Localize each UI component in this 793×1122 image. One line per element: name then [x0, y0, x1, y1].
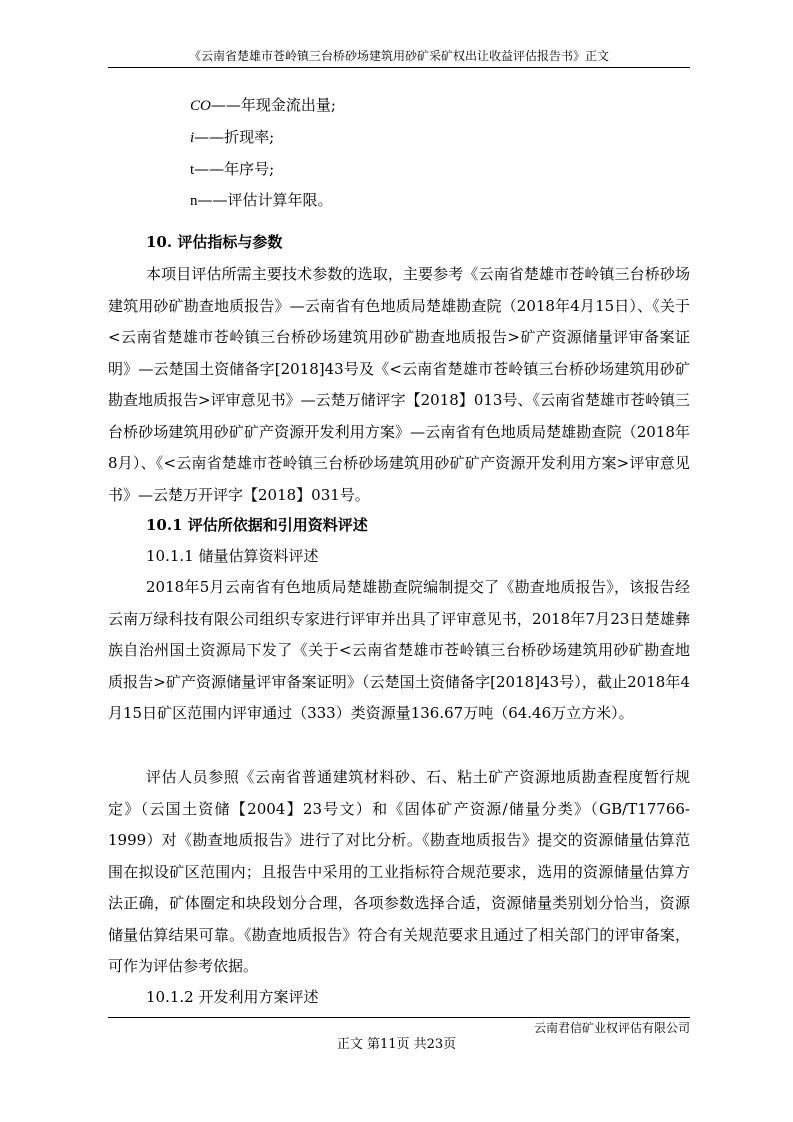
formula-desc: ——评估计算年限。	[197, 191, 333, 209]
section-intro-paragraph: 本项目评估所需主要技术参数的选取，主要参考《云南省楚雄市苍岭镇三台桥砂场建筑用砂矿勘查地质报告》—云南省有色地质局楚雄勘查院（2018年4月15日）、《关于<云南省楚雄市苍岭镇三台桥砂场建筑用砂矿勘查地质报告>矿产资源储量评审备案证明》—云楚国土资储备字[2018]43号及《<云南省楚雄市苍岭镇三台桥砂场建筑用砂矿勘查地质报告>评审意见书》—云楚万储评字【2018】013号、《云南省楚雄市苍岭镇三台桥砂场建筑用砂矿矿产资源开发利用方案》—云南省有色地质局楚雄勘查院（2018年8月）、《<云南省楚雄市苍岭镇三台桥砂场建筑用砂矿矿产资源开发利用方案>评审意见书》—云楚万开评字【2018】031号。	[108, 265, 690, 504]
formula-definition-co	[190, 95, 336, 116]
reserve-estimation-paragraph: 2018年5月云南省有色地质局楚雄勘查院编制提交了《勘查地质报告》，该报告经云南万绿科技有限公司组织专家进行评审并出具了评审意见书，2018年7月23日楚雄彝族自治州国土资源局下发了《关于<云南省楚雄市苍岭镇三台桥砂场建筑用砂矿勘查地质报告>矿产资源储量评审备案证明》（云楚国土资储备字[2018]43号），截止2018年4月15日矿区范围内评审通过（333）类资源量136.67万吨（64.46万立方米）。	[108, 578, 690, 722]
formula-definition-i	[190, 127, 274, 148]
item-heading-development-plan: 10.1.2 开发利用方案评述	[146, 988, 319, 1006]
header-rule	[108, 67, 690, 68]
section-heading: 10. 评估指标与参数	[146, 233, 283, 251]
formula-symbol: CO	[190, 98, 211, 114]
formula-desc: ——折现率;	[194, 128, 275, 146]
formula-desc: ——年序号;	[194, 160, 275, 178]
page-number: 正文 第11页 共23页	[336, 1037, 457, 1052]
formula-symbol: i	[190, 130, 195, 146]
footer-rule	[108, 1017, 690, 1018]
formula-definition-t	[190, 159, 274, 180]
footer-company: 云南君信矿业权评估有限公司	[533, 1021, 690, 1035]
assessment-comparison-paragraph: 评估人员参照《云南省普通建筑材料砂、石、粘土矿产资源地质勘查程度暂行规定》（云国土资储【2004】23号文）和《固体矿产资源/储量分类》（GB/T17766-1999）对《勘查地质报告》进行了对比分析。《勘查地质报告》提交的资源储量估算范围在拟设矿区范围内；且报告中采用的工业指标符合规范要求，选用的资源储量估算方法正确，矿体圈定和块段划分合理，各项参数选择合适，资源储量类别划分恰当，资源储量估算结果可靠。《勘查地质报告》符合有关规范要求且通过了相关部门的评审备案，可作为评估参考依据。	[108, 768, 690, 975]
item-heading-reserve-estimation: 10.1.1 储量估算资料评述	[146, 547, 319, 565]
formula-desc: ——年现金流出量;	[210, 96, 336, 114]
formula-symbol: n	[190, 193, 198, 209]
subsection-heading: 10.1 评估所依据和引用资料评述	[146, 516, 368, 534]
header-title: 《云南省楚雄市苍岭镇三台桥砂场建筑用砂矿采矿权出让收益评估报告书》正文	[188, 49, 609, 63]
formula-symbol: t	[190, 162, 195, 178]
formula-definition-n	[190, 190, 333, 211]
